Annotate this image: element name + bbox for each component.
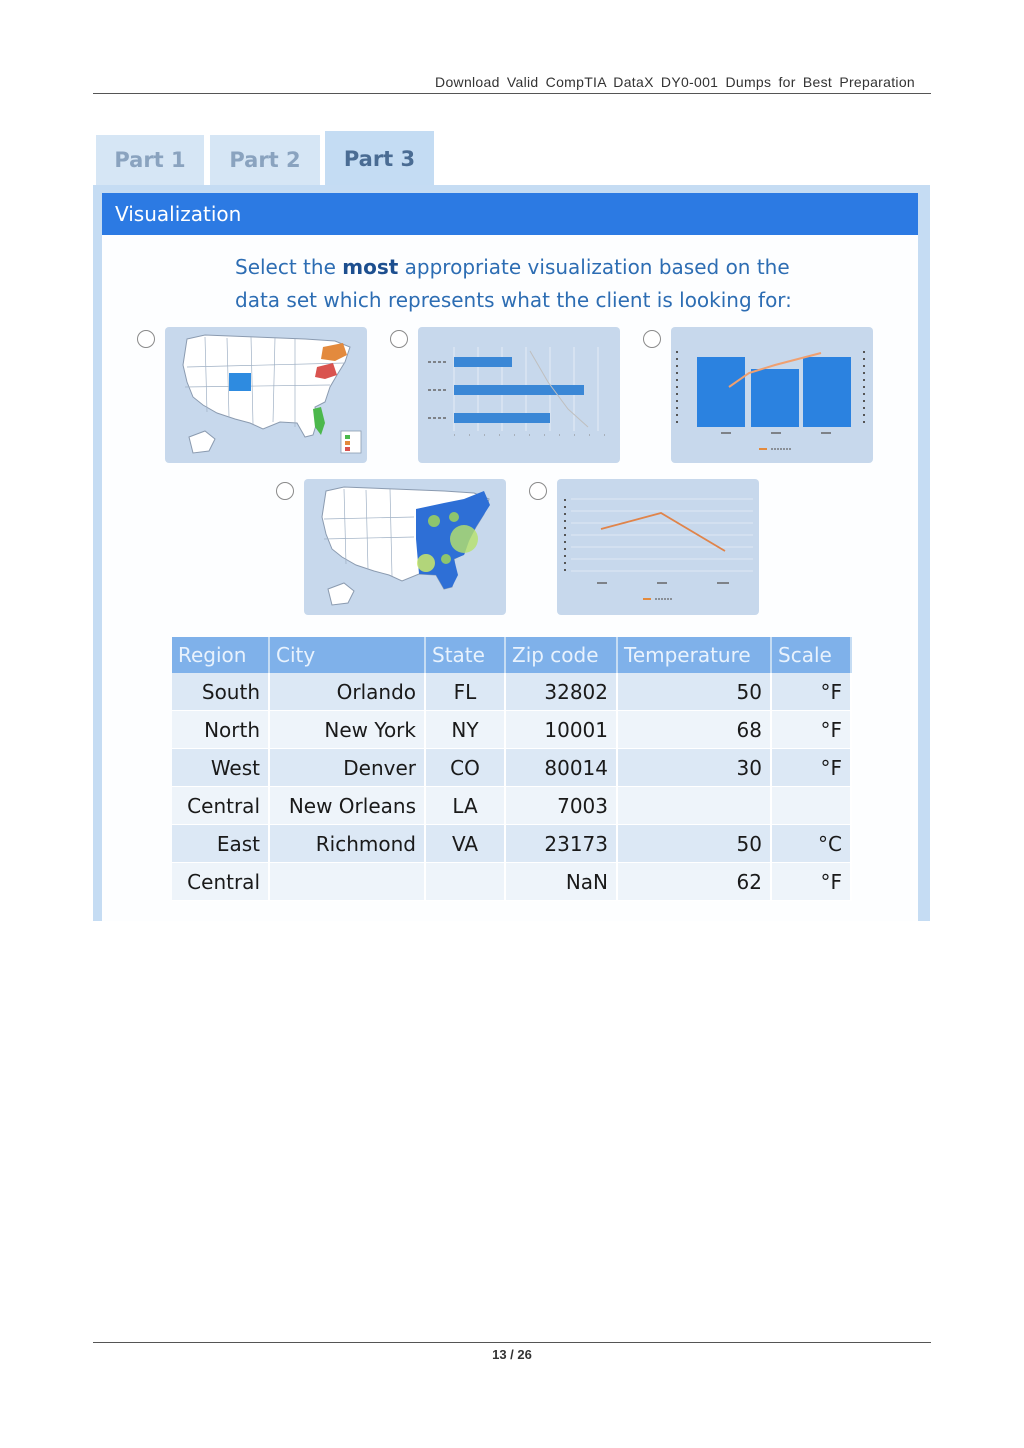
table-row bbox=[172, 673, 851, 711]
option-1-choropleth-map[interactable] bbox=[165, 327, 367, 463]
question-screenshot bbox=[93, 131, 930, 921]
cell-city: New York bbox=[269, 711, 425, 749]
cell-city: Denver bbox=[269, 749, 425, 787]
option-4-radio[interactable] bbox=[276, 482, 294, 500]
cell-zip-code: 7003 bbox=[505, 787, 617, 825]
prompt-text-1: Select the bbox=[235, 255, 343, 279]
section-title: Visualization bbox=[102, 193, 918, 235]
table-row bbox=[172, 749, 851, 787]
map-thumbnail bbox=[165, 327, 367, 463]
col-scale: Scale bbox=[771, 637, 851, 673]
cell-temperature: 62 bbox=[617, 863, 771, 901]
prompt-text-2: appropriate visualization based on the data set which represents what the client is looking for: bbox=[235, 255, 792, 312]
option-4-bubble-map[interactable] bbox=[304, 479, 506, 615]
col-region: Region bbox=[172, 637, 269, 673]
header-rule bbox=[93, 93, 931, 94]
tab-part-3[interactable]: Part 3 bbox=[325, 131, 434, 187]
cell-zip-code: 32802 bbox=[505, 673, 617, 711]
option-1-radio[interactable] bbox=[137, 330, 155, 348]
cell-temperature: 30 bbox=[617, 749, 771, 787]
cell-state bbox=[425, 863, 505, 901]
cell-temperature: 50 bbox=[617, 825, 771, 863]
cell-city: New Orleans bbox=[269, 787, 425, 825]
cell-city bbox=[269, 863, 425, 901]
option-2-bar-chart[interactable] bbox=[418, 327, 620, 463]
option-5-line-chart[interactable] bbox=[557, 479, 759, 615]
cell-city: Orlando bbox=[269, 673, 425, 711]
bubble-map-thumbnail bbox=[304, 479, 506, 615]
table-row bbox=[172, 863, 851, 901]
cell-region: Central bbox=[172, 787, 269, 825]
cell-region: South bbox=[172, 673, 269, 711]
cell-region: West bbox=[172, 749, 269, 787]
combo-chart-thumbnail bbox=[671, 327, 873, 463]
footer-rule bbox=[93, 1342, 931, 1343]
table-row bbox=[172, 711, 851, 749]
cell-temperature: 50 bbox=[617, 673, 771, 711]
question-prompt bbox=[235, 251, 835, 317]
data-table bbox=[172, 637, 852, 901]
option-3-radio[interactable] bbox=[643, 330, 661, 348]
cell-scale: °F bbox=[771, 711, 851, 749]
table-row bbox=[172, 787, 851, 825]
bar-chart-thumbnail bbox=[418, 327, 620, 463]
cell-region: North bbox=[172, 711, 269, 749]
cell-temperature: 68 bbox=[617, 711, 771, 749]
table-header-row bbox=[172, 637, 851, 673]
cell-scale: °F bbox=[771, 749, 851, 787]
option-5-radio[interactable] bbox=[529, 482, 547, 500]
col-zip-code: Zip code bbox=[505, 637, 617, 673]
cell-temperature bbox=[617, 787, 771, 825]
cell-state: VA bbox=[425, 825, 505, 863]
page-number: 13 / 26 bbox=[492, 1347, 532, 1362]
tab-part-1[interactable]: Part 1 bbox=[96, 135, 204, 185]
cell-state: CO bbox=[425, 749, 505, 787]
cell-zip-code: 10001 bbox=[505, 711, 617, 749]
cell-scale: °F bbox=[771, 863, 851, 901]
cell-state: FL bbox=[425, 673, 505, 711]
cell-city: Richmond bbox=[269, 825, 425, 863]
cell-state: NY bbox=[425, 711, 505, 749]
question-panel bbox=[93, 185, 930, 921]
cell-region: East bbox=[172, 825, 269, 863]
col-city: City bbox=[269, 637, 425, 673]
option-3-combo-chart[interactable] bbox=[671, 327, 873, 463]
col-temperature: Temperature bbox=[617, 637, 771, 673]
tab-part-2[interactable]: Part 2 bbox=[210, 135, 320, 185]
cell-scale: °F bbox=[771, 673, 851, 711]
prompt-bold: most bbox=[342, 255, 399, 279]
cell-region: Central bbox=[172, 863, 269, 901]
cell-zip-code: NaN bbox=[505, 863, 617, 901]
option-2-radio[interactable] bbox=[390, 330, 408, 348]
line-chart-thumbnail bbox=[557, 479, 759, 615]
cell-scale: °C bbox=[771, 825, 851, 863]
cell-zip-code: 23173 bbox=[505, 825, 617, 863]
table-row bbox=[172, 825, 851, 863]
cell-state: LA bbox=[425, 787, 505, 825]
cell-zip-code: 80014 bbox=[505, 749, 617, 787]
cell-scale bbox=[771, 787, 851, 825]
col-state: State bbox=[425, 637, 505, 673]
page-header-text: Download Valid CompTIA DataX DY0-001 Dumps for Best Preparation bbox=[435, 74, 915, 90]
